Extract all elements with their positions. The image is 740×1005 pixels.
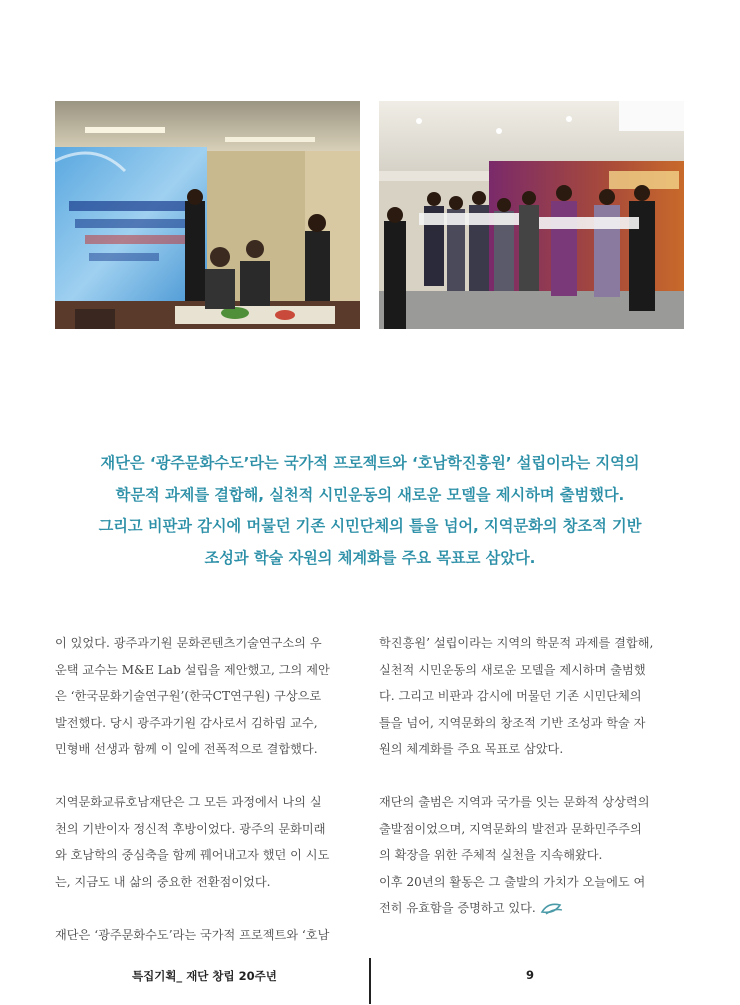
text-line-content: 전히 유효함을 증명하고 있다. [379, 901, 536, 915]
pull-quote-line: 조성과 학술 자원의 체계화를 주요 목표로 삼았다. [204, 548, 536, 567]
text-line: 는, 지금도 내 삶의 중요한 전환점이었다. [55, 874, 271, 889]
text-line: 은 ‘한국문화기술연구원’(한국CT연구원) 구상으로 [55, 689, 322, 703]
page-number: 9 [526, 968, 535, 982]
photo-choir [379, 101, 684, 329]
text-line: 의 확장을 위한 주체적 실천을 지속해왔다. [379, 848, 603, 862]
text-line: 운택 교수는 M&E Lab 설립을 제안했고, 그의 제안 [55, 662, 330, 677]
text-line: 이후 20년의 활동은 그 출발의 가치가 오늘에도 여 [379, 874, 646, 889]
text-line: 천의 기반이자 정신적 후방이었다. 광주의 문화미래 [55, 821, 326, 836]
footer-divider [369, 958, 371, 1004]
pull-quote [60, 448, 680, 574]
text-line [379, 895, 684, 922]
photo-banquet [55, 101, 360, 329]
text-line: 발전했다. 당시 광주과기원 감사로서 김하림 교수, [55, 715, 318, 730]
text-line: 민형배 선생과 함께 이 일에 전폭적으로 결합했다. [55, 742, 318, 756]
footer-title: 특집기획_ 재단 창립 20주년 [132, 969, 277, 983]
paragraph [379, 789, 684, 922]
text-line: 원의 체계화를 주요 목표로 삼았다. [379, 742, 564, 756]
text-line: 재단의 출범은 지역과 국가를 잇는 문화적 상상력의 [379, 795, 650, 809]
text-line: 출발점이었으며, 지역문화의 발전과 문화민주주의 [379, 821, 642, 836]
paragraph [55, 630, 360, 763]
text-line: 실천적 시민운동의 새로운 모델을 제시하며 출범했 [379, 662, 646, 677]
paragraph [379, 630, 684, 763]
body-column-right [379, 630, 684, 948]
text-line: 학진흥원’ 설립이라는 지역의 학문적 과제를 결합해, [379, 636, 654, 650]
pull-quote-line: 그리고 비판과 감시에 머물던 기존 시민단체의 틀을 넘어, 지역문화의 창조적 기반 [98, 517, 642, 535]
text-line: 이 있었다. 광주과기원 문화콘텐츠기술연구소의 우 [55, 636, 322, 650]
text-line: 다. 그리고 비판과 감시에 머물던 기존 시민단체의 [379, 689, 642, 703]
leaf-icon [540, 902, 564, 916]
body-column-left [55, 630, 360, 975]
pull-quote-line: 재단은 ‘광주문화수도’라는 국가적 프로젝트와 ‘호남학진흥원’ 설립이라는 지역의 [100, 454, 640, 472]
text-line: 와 호남학의 중심축을 함께 꿰어내고자 했던 이 시도 [55, 848, 330, 862]
paragraph [55, 789, 360, 895]
text-line: 재단은 ‘광주문화수도’라는 국가적 프로젝트와 ‘호남 [55, 927, 330, 942]
text-line: 틀을 넘어, 지역문화의 창조적 기반 조성과 학술 자 [379, 715, 646, 730]
pull-quote-line: 학문적 과제를 결합해, 실천적 시민운동의 새로운 모델을 제시하며 출범했다. [115, 485, 625, 504]
text-line: 지역문화교류호남재단은 그 모든 과정에서 나의 실 [55, 795, 322, 809]
paragraph [55, 922, 360, 949]
